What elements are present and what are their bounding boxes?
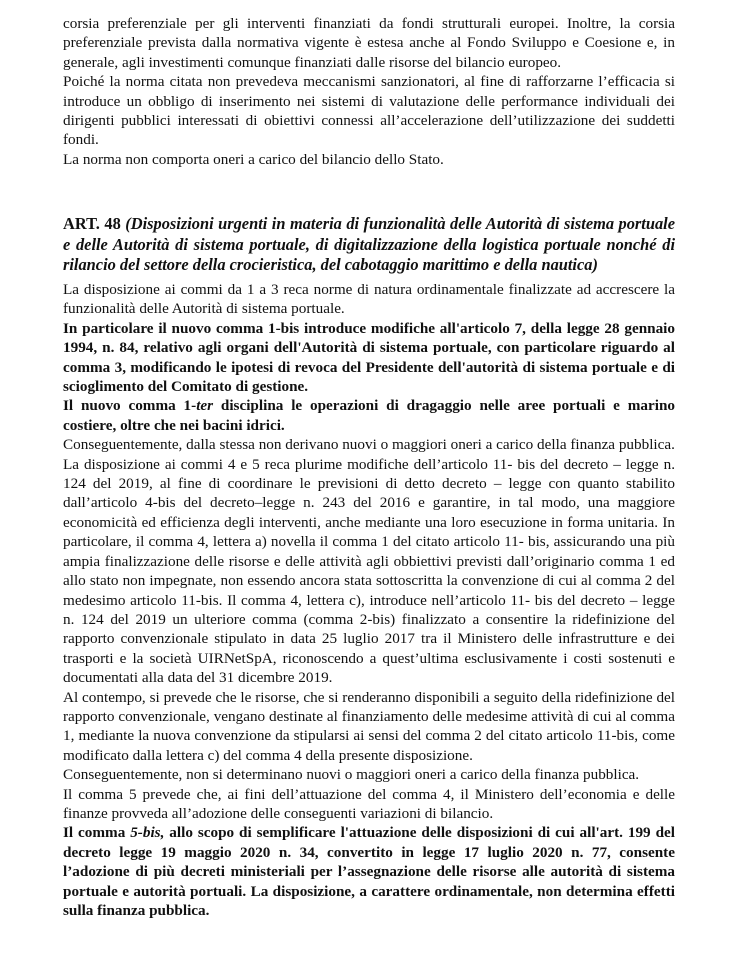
paragraph: La norma non comporta oneri a carico del bilancio dello Stato. xyxy=(63,150,444,168)
article-number: ART. 48 xyxy=(63,214,121,233)
bold-paragraph: In particolare il nuovo comma 1-bis introduce modifiche all'articolo 7, della legge 28 gennaio 1994, n. 84, relativo agli organi dell'Autorità di sistema portuale, con particolare riguardo al comma 3, modificando le ipotesi di revoca del Presidente dell'autorità di sistema portuale e di scioglimento del Comitato di gestione. xyxy=(63,319,675,396)
paragraph: Poiché la norma citata non prevedeva meccanismi sanzionatori, al fine di rafforzarne l’efficacia si introduce un obbligo di inserimento nei sistemi di valutazione delle performance individuali dei dirigenti pubblici interessati di obiettivi connessi all’accelerazione dell’utilizzazione dei suddetti fondi. xyxy=(63,73,675,149)
article-heading xyxy=(63,214,675,276)
paragraph: Conseguentemente, dalla stessa non derivano nuovi o maggiori oneri a carico della finanza pubblica. xyxy=(63,436,675,454)
paragraph: Conseguentemente, non si determinano nuovi o maggiori oneri a carico della finanza pubblica. xyxy=(63,766,640,784)
text-run: allo scopo di semplificare l'attuazione delle disposizioni di cui all'art. 199 del decreto legge 19 maggio 2020 n. 34, convertito in legge 17 luglio 2020 n. 77, consente l’adozione di più decreti ministeriali per l’assegnazione delle risorse alle autorità di sistema portuale e autorità portuali. La disposizione, a carattere ordinamentale, non determina effetti sulla finanza pubblica. xyxy=(63,824,675,919)
article-title: (Disposizioni urgenti in materia di funzionalità delle Autorità di sistema portuale e delle Autorità di sistema portuale, di digitalizzazione della logistica portuale nonché di rilancio del settore della crocieristica, del cabotaggio marittimo e della nautica) xyxy=(63,214,675,275)
paragraph: La disposizione ai commi da 1 a 3 reca norme di natura ordinamentale finalizzate ad accrescere la funzionalità delle Autorità di sistema portuale. xyxy=(63,281,675,318)
continued-text-section xyxy=(63,14,675,169)
emphasis: ter xyxy=(196,397,214,415)
paragraph: La disposizione ai commi 4 e 5 reca plurime modifiche dell’articolo 11- bis del decreto – legge n. 124 del 2019, al fine di coordinare le previsioni di detto decreto – legge con quanto stabilito dall’articolo 4-bis del decreto–legge n. 243 del 2016 e garantire, in tal modo, una maggiore economicità ed efficienza degli interventi, anche mediante una loro esecuzione in forma unitaria. In particolare, il comma 4, lettera a) novella il comma 1 del citato articolo 11- bis, assicurando una più ampia finalizzazione delle risorse e delle attività agli obbiettivi previsti dall’originario comma 1 ed allo stato non impegnate, non essendo ancora stata sottoscritta la convenzione di cui al comma 2 del medesimo articolo 11-bis. Il comma 4, lettera c), introduce nell’articolo 11- bis del decreto – legge n. 124 del 2019 un ulteriore comma (comma 2-bis) finalizzato a consentire la ridefinizione del rapporto convenzionale stipulato in data 25 luglio 2017 tra il Ministero delle infrastrutture e dei trasporti e la società UIRNetSpA, riconoscendo a quest’ultima esclusivamente i costi sostenuti e documentati alla data del 31 dicembre 2019. xyxy=(63,455,675,687)
bold-paragraph xyxy=(63,823,675,920)
paragraph: Il comma 5 prevede che, ai fini dell’attuazione del comma 4, il Ministero dell’economia e delle finanze provveda all’adozione delle conseguenti variazioni di bilancio. xyxy=(63,785,675,822)
article-body xyxy=(63,280,675,920)
paragraph: corsia preferenziale per gli interventi finanziati da fondi strutturali europei. Inoltre, la corsia preferenziale prevista dalla normativa vigente è estesa anche al Fondo Sviluppo e Coesione e, in generale, agli investimenti comunque finanziati dalle risorse del bilancio europeo. xyxy=(63,15,675,71)
text-run: Il nuovo comma 1- xyxy=(63,397,197,415)
text-run: disciplina le operazioni di dragaggio nelle aree portuali e marino costiere, oltre che nei bacini idrici. xyxy=(63,397,675,434)
text-run: Il comma xyxy=(63,824,131,842)
emphasis: 5-bis, xyxy=(130,824,165,842)
bold-paragraph xyxy=(63,396,675,435)
paragraph: Al contempo, si prevede che le risorse, che si renderanno disponibili a seguito della ridefinizione del rapporto convenzionale, vengano destinate al finanziamento delle medesime attività di cui al comma 1, mediante la nuova convenzione da stipularsi ai sensi del comma 2 del citato articolo 11-bis, come modificato dalla lettera c) del comma 4 della presente disposizione. xyxy=(63,688,675,764)
